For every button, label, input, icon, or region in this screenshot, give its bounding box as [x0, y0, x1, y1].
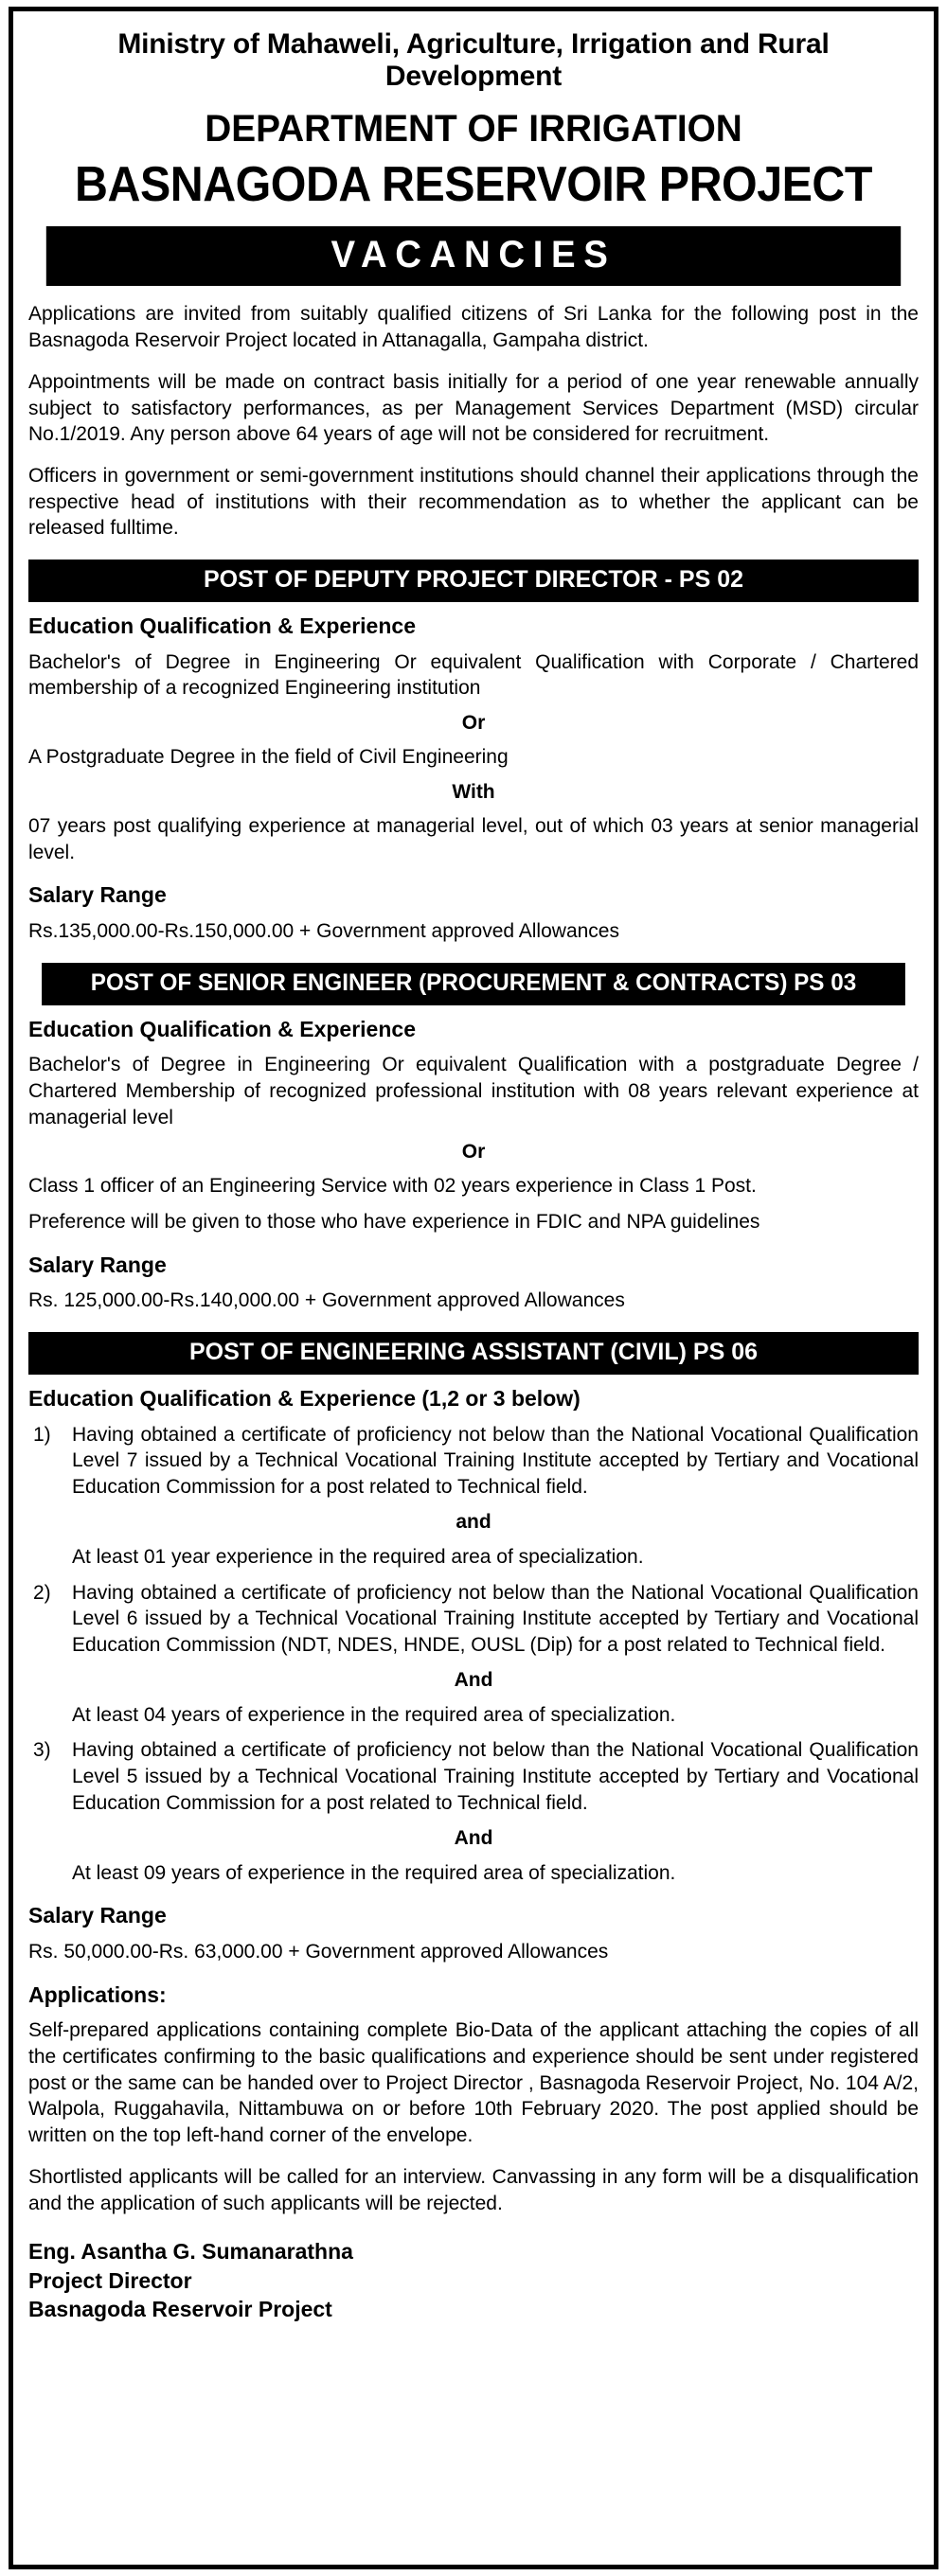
- post3-item1-experience: At least 01 year experience in the required area of specialization.: [72, 1545, 644, 1568]
- applications-paragraph-2: Shortlisted applicants will be called for an interview. Canvassing in any form will be a disqualification and the application of such applicants will be rejected.: [28, 2165, 919, 2214]
- list-item: [28, 1422, 919, 1501]
- post2-salary-heading: Salary Range: [28, 1252, 167, 1277]
- post-banner-engineering-assistant: POST OF ENGINEERING ASSISTANT (CIVIL) PS 06: [28, 1332, 919, 1375]
- vacancies-banner: VACANCIES: [46, 226, 901, 286]
- applications-heading: Applications:: [28, 1981, 167, 2007]
- post2-connector-or: Or: [461, 1141, 486, 1164]
- post2-qualification-line-2: Class 1 officer of an Engineering Service with 02 years experience in Class 1 Post.: [28, 1175, 757, 1198]
- post3-item3-experience: At least 09 years of experience in the required area of specialization.: [72, 1861, 676, 1884]
- list-item-marker: 3): [33, 1739, 51, 1762]
- post3-item1-connector: and: [456, 1510, 491, 1533]
- post1-connector-with: With: [452, 780, 495, 803]
- signatory-name: Eng. Asantha G. Sumanarathna: [28, 2239, 353, 2265]
- signatory-title: Project Director: [28, 2267, 192, 2293]
- post2-salary-value: Rs. 125,000.00-Rs.140,000.00 + Government approved Allowances: [28, 1289, 625, 1312]
- post1-salary-heading: Salary Range: [28, 882, 167, 908]
- post-banner-senior-engineer: POST OF SENIOR ENGINEER (PROCUREMENT & CONTRACTS) PS 03: [42, 963, 905, 1005]
- post1-qualification-line-1: Bachelor's of Degree in Engineering Or equivalent Qualification with Corporate / Chartered membership of a recognized Engineering institution: [28, 650, 919, 700]
- signature-block: [28, 2237, 919, 2324]
- intro-paragraph-3: Officers in government or semi-government institutions should channel their applications through the respective head of institutions with their recommendation as to whether the applicant can be released fulltime.: [28, 464, 919, 540]
- intro-paragraph-1: Applications are invited from suitably qualified citizens of Sri Lanka for the following post in the Basnagoda Reservoir Project located in Attanagalla, Gampaha district.: [28, 303, 919, 352]
- post1-qualification-heading: Education Qualification & Experience: [28, 613, 416, 639]
- post1-qualification-line-2: A Postgraduate Degree in the field of Civil Engineering: [28, 746, 509, 769]
- applications-paragraph-1: Self-prepared applications containing complete Bio-Data of the applicant attaching the copies of all the certificates confirming to the basic qualifications and experience should be sent under registered post or the same can be handed over to Project Director , Basnagoda Reservoir Project, No. 104 A/2, Walpola, Ruggahavila, Nittambuwa on or before 10th February 2020. The post applied should be written on the top left-hand corner of the envelope.: [28, 2019, 919, 2147]
- notice-border-frame: [9, 7, 938, 2569]
- ministry-name: Ministry of Mahaweli, Agriculture, Irrigation and Rural Development: [117, 28, 830, 93]
- list-item-text: Having obtained a certificate of proficiency not below than the National Vocational Qualification Level 5 issued by a Technical Vocational Training Institute accepted by Tertiary and Vocational Education Commission for a post related to Technical field.: [72, 1739, 919, 1814]
- post2-qualification-heading: Education Qualification & Experience: [28, 1016, 416, 1041]
- post3-item2-experience: At least 04 years of experience in the required area of specialization.: [72, 1703, 676, 1726]
- post3-item3-connector: And: [454, 1826, 493, 1849]
- post3-item2-connector: And: [454, 1668, 493, 1691]
- post3-qualification-heading: Education Qualification & Experience (1,2 or 3 below): [28, 1386, 581, 1412]
- post3-salary-value: Rs. 50,000.00-Rs. 63,000.00 + Government approved Allowances: [28, 1940, 609, 1963]
- list-item-marker: 1): [33, 1423, 51, 1446]
- notice-content: [28, 28, 919, 2324]
- post1-connector-or: Or: [461, 712, 486, 735]
- department-name: DEPARTMENT OF IRRIGATION: [205, 108, 742, 151]
- post-banner-deputy-project-director: POST OF DEPUTY PROJECT DIRECTOR - PS 02: [28, 560, 919, 602]
- list-item: [28, 1580, 919, 1659]
- project-title: BASNAGODA RESERVOIR PROJECT: [75, 157, 872, 213]
- post1-qualification-line-3: 07 years post qualifying experience at managerial level, out of which 03 years at senior managerial level.: [28, 814, 919, 863]
- signatory-organization: Basnagoda Reservoir Project: [28, 2297, 332, 2322]
- list-item: [28, 1737, 919, 1816]
- post2-qualification-line-1: Bachelor's of Degree in Engineering Or equivalent Qualification with a postgraduate Degree / Chartered Membership of recognized professional institution with 08 years relevant experience at managerial level: [28, 1054, 919, 1128]
- list-item-marker: 2): [33, 1581, 51, 1604]
- list-item-text: Having obtained a certificate of proficiency not below than the National Vocational Qualification Level 6 issued by a Technical Vocational Training Institute accepted by Tertiary and Vocational Education Commission (NDT, NDES, HNDE, OUSL (Dip) for a post related to Technical field.: [72, 1581, 919, 1657]
- post2-qualification-line-3: Preference will be given to those who have experience in FDIC and NPA guidelines: [28, 1211, 760, 1234]
- list-item-text: Having obtained a certificate of proficiency not below than the National Vocational Qualification Level 7 issued by a Technical Vocational Training Institute accepted by Tertiary and Vocational Education Commission for a post related to Technical field.: [72, 1423, 919, 1499]
- post3-salary-heading: Salary Range: [28, 1903, 167, 1928]
- intro-paragraph-2: Appointments will be made on contract basis initially for a period of one year renewable annually subject to satisfactory performances, as per Management Services Department (MSD) circular No.1/2019. Any person above 64 years of age will not be considered for recruitment.: [28, 370, 919, 446]
- post1-salary-value: Rs.135,000.00-Rs.150,000.00 + Government approved Allowances: [28, 919, 619, 942]
